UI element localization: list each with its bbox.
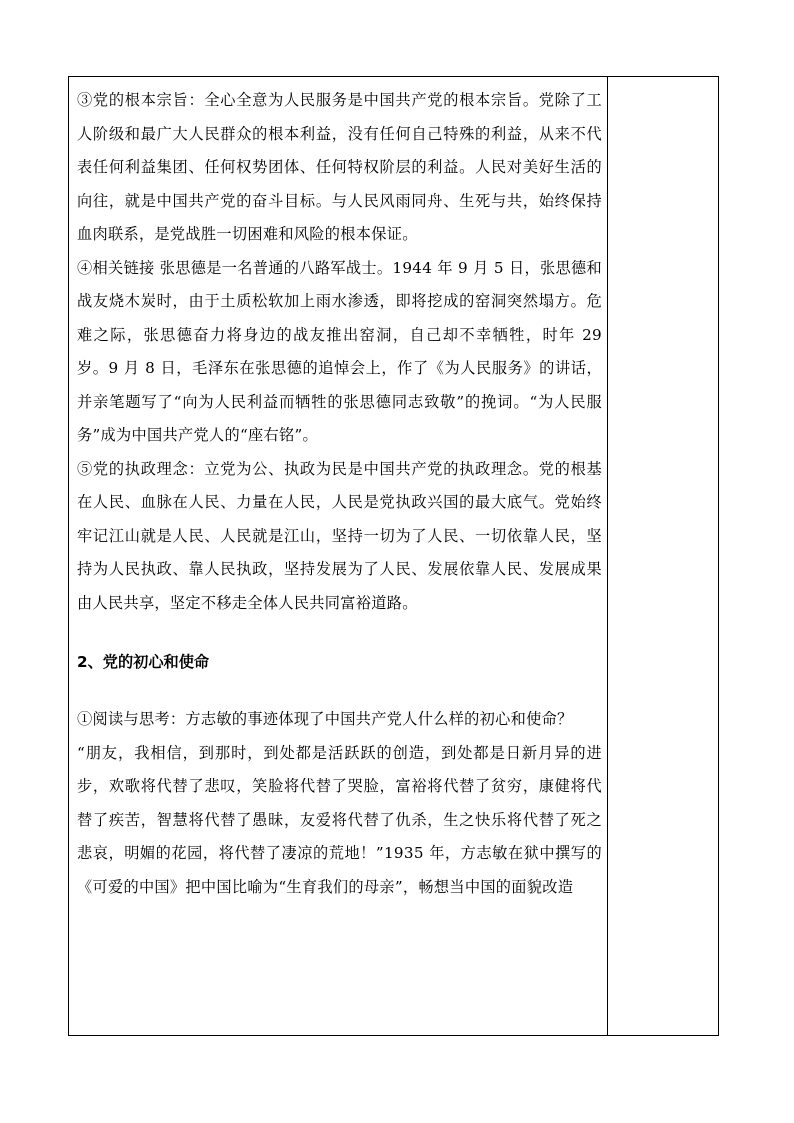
paragraph-governing-philosophy: ⑤党的执政理念：立党为公、执政为民是中国共产党的执政理念。党的根基在人民、血脉在人民、力量在人民，人民是党执政兴国的最大底气。党始终牢记江山就是人民、人民就是江山，坚持一切为了人民、一切依靠人民，坚持为人民执政、靠人民执政，坚持发展为了人民、发展依靠人民、发展成果由人民共享，坚定不移走全体人民共同富裕道路。 xyxy=(77,459,602,612)
paragraph-related-link-zhang-side: ④相关链接 张思德是一名普通的八路军战士。1944 年 9 月 5 日，张思德和战友烧木炭时，由于土质松软加上雨水渗透，即将挖成的窑洞突然塌方。危难之际，张思德奋力将身边的战友推出窑洞，自己却不幸牺牲，时年 29 岁。9 月 8 日，毛泽东在张思德的追悼会上，作了《为人民服务》的讲话，并亲笔题写了“向为人民利益而牺牲的张思德同志致敬”的挽词。“为人民服务”成为中国共产党人的“座右铭”。 xyxy=(77,258,602,444)
paragraph-reading-question: ①阅读与思考：方志敏的事迹体现了中国共产党人什么样的初心和使命？ xyxy=(77,710,573,728)
table-column-divider xyxy=(607,76,608,1036)
section-heading: 2、党的初心和使命 xyxy=(77,653,210,671)
table-main-cell xyxy=(77,84,602,904)
paragraph-party-purpose: ③党的根本宗旨：全心全意为人民服务是中国共产党的根本宗旨。党除了工人阶级和最广大人民群众的根本利益，没有任何自己特殊的利益，从来不代表任何利益集团、任何权势团体、任何特权阶层的利益。人民对美好生活的向往，就是中国共产党的奋斗目标。与人民风雨同舟、生死与共，始终保持血肉联系，是党战胜一切困难和风险的根本保证。 xyxy=(77,91,602,243)
paragraph-fang-zhimin-quote: “朋友，我相信，到那时，到处都是活跃跃的创造，到处都是日新月异的进步，欢歌将代替了悲叹，笑脸将代替了哭脸，富裕将代替了贫穷，康健将代替了疾苦，智慧将代替了愚昧，友爱将代替了仇杀，生之快乐将代替了死之悲哀，明媚的花园，将代替了凄凉的荒地！”1935 年，方志敏在狱中撰写的《可爱的中国》把中国比喻为“生育我们的母亲”，畅想当中国的面貌改造 xyxy=(77,743,602,896)
